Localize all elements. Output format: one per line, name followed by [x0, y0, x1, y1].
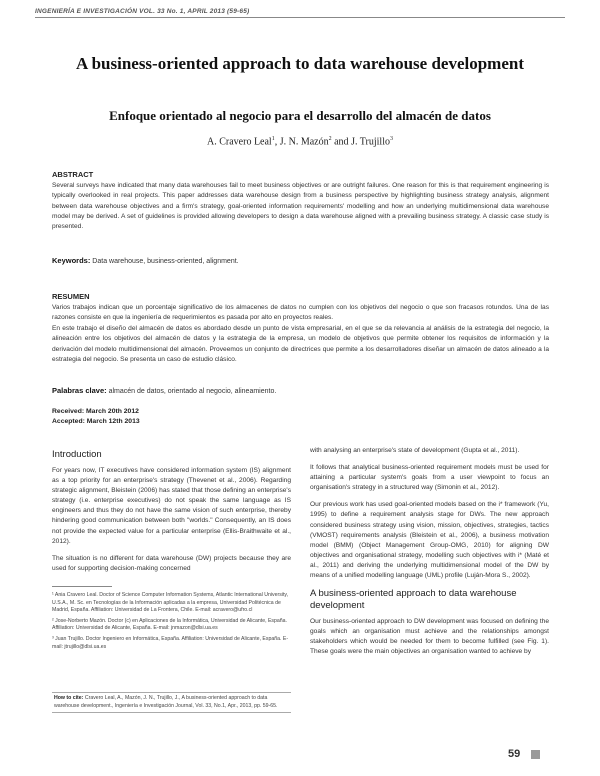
- how-to-cite-text: Cravero Leal, A., Mazón, J. N., Trujillo, J., A business-oriented approach to data warehouse development., Ingeniería e Investigación Journal, Vol. 33, No.1, Apr., 2013, pp. 59-65.: [54, 695, 278, 709]
- keywords-label: Keywords:: [52, 256, 91, 265]
- footnote-2: ² Jose-Norberto Mazón. Doctor (c) en Aplicaciones de la Informática, Universidad de Alicante, España. Affiliation: Universidad de Alicante, España. E-mail: jnmazon@dlsi.ua.es: [52, 617, 287, 632]
- paper-subtitle: Enfoque orientado al negocio para el desarrollo del almacén de datos: [109, 108, 491, 123]
- running-header: INGENIERÍA E INVESTIGACIÓN VOL. 33 No. 1, APRIL 2013 (59-65): [35, 8, 565, 18]
- page-marker-square: [531, 750, 540, 759]
- resumen-heading: RESUMEN: [52, 292, 90, 301]
- right-paragraph-0: with analysing an enterprise's state of development (Gupta et al., 2011).: [310, 447, 520, 454]
- how-to-cite-label: How to cite:: [54, 695, 84, 701]
- author-3-mark: 3: [389, 136, 393, 142]
- palabras-clave-text: almacén de datos, orientado al negocio, alineamiento.: [108, 388, 277, 395]
- footnote-3: ³ Juan Trujillo. Doctor Ingeniero en Informática, España. Affiliation: Universidad de Alicante, España. E-mail: jtrujillo@dlsi.ua.es: [52, 635, 289, 650]
- resumen-paragraph-1: Varios trabajos indican que un porcentaje significativo de los almacenes de datos no cumplen con los objetivos del negocio o que son fracasos rotundos. Una de las razones consiste en que la ingeniería de requerimientos es pasada por alto en proyectos reales.: [52, 304, 549, 322]
- intro-paragraph-1: For years now, IT executives have considered information system (IS) alignment as a top priority for an enterprise's strategy (Thevenet et al., 2006). Regarding strategic alignment, Bleistein (2006) has stated that those defining an enterprise's strategy (i.e. enterprise executives) do not speak the same language as IS engineers and thus they do not have the same vision of such enterprise, thereby hindering good communication between both "worlds." Consequently, an IS does not provide the expected value for a particular enterprise (Ellis-Braithwaite et al., 2012).: [52, 467, 291, 545]
- right-paragraph-1: It follows that analytical business-oriented requirement models must be used for attaining a particular system's goals from a user viewpoint to focus an organisation's strategy in a structured way (Simonin et al., 2012).: [310, 464, 549, 492]
- footnotes: [52, 592, 291, 654]
- resumen-keywords: [52, 386, 549, 395]
- resumen-paragraph-2: En este trabajo el diseño del almacén de datos es abordado desde un punto de vista empresarial, en el que se da relevancia al análisis de la estrategia del negocio, la alineación entre los objetivos del almacén de datos y la estrategia de la empresa, un modelo de objetivos que permite obtener los requisitos de información y la derivación del modelo multidimensional del almacén. Proveemos un conjunto de directrices que permite a los desarrolladores diseñar un almacén de datos alineado a la estrategia del negocio. Se presenta un caso de estudio clásico.: [52, 325, 549, 363]
- keywords-text: Data warehouse, business-oriented, alignment.: [92, 258, 239, 265]
- author-2: J. N. Mazón: [279, 136, 329, 148]
- received-date: Received: March 20th 2012: [52, 408, 139, 415]
- palabras-clave-label: Palabras clave:: [52, 386, 107, 395]
- submission-dates: [52, 407, 140, 426]
- right-paragraph-2: Our previous work has used goal-oriented models based on the i* framework (Yu, 1995) to define a requirement analysis stage for DWs. The new approach considered business strategy using vision, mission, objectives, strategies, tactics (VMOST) requirements analysis (Bleistein et al., 2006), a business motivation model (BMM) (Object Management Group-OMG, 2010) for aligning DW objectives and organisational strategy, modelling such objectives with i* (Maté et al., 2011) and deriving the underlying multidimensional model of the DW by means of a unified modelling language (UML) profile (Luján-Mora S., 2002).: [310, 501, 549, 580]
- abstract-heading: ABSTRACT: [52, 170, 94, 179]
- right-column: [310, 446, 549, 665]
- paper-title: A business-oriented approach to data warehouse development: [75, 54, 524, 73]
- abstract-text: Several surveys have indicated that many data warehouses fail to meet business objectives or are outright failures. One reason for this is that requirement engineering is typically overlooked in real projects. This paper addresses data warehouse design from a business perspective by highlighting business strategy analysis, alignment between data warehouse objectives and a firm's strategy, goal-oriented information requirements' modelling and how an underlying multidimensional data warehouse model may be derived. A set of guidelines is provided allowing developers to design a data warehouse aligned with a prevailing business strategy. A classic case study is presented.: [52, 182, 549, 231]
- section-heading-approach: A business-oriented approach to data warehouse development: [310, 588, 517, 612]
- author-2-mark: 2: [328, 136, 332, 142]
- author-1-mark: 1: [271, 136, 275, 142]
- page-number: 59: [508, 748, 521, 760]
- introduction-body: [52, 466, 291, 581]
- intro-paragraph-2: The situation is no different for data warehouse (DW) projects because they are used for supporting decision-making concerned: [52, 554, 291, 572]
- abstract-keywords: [52, 256, 549, 265]
- footnote-divider: [52, 586, 112, 587]
- author-1: A. Cravero Leal: [207, 136, 272, 148]
- footnote-1: ¹ Ania Cravero Leal. Doctor of Science Computer Information Systems, Atlantic International University, U.S.A., M. Sc. en Tecnologías de la Información aplicadas a la empresa, Universidad Politécnica de Madrid, España. Affiliation: Universidad de La Frontera, Chile. E-mail: acravero@ufro.cl: [52, 592, 289, 614]
- author-3: J. Trujillo: [351, 136, 390, 148]
- author-list: A. Cravero Leal$^1$, J. N. Mazón$^2$ and J. Trujillo$^3$: [207, 136, 393, 148]
- right-paragraph-3: Our business-oriented approach to DW development was focused on defining the goals which an organisation must achieve and the relationships amongst stakeholders which would be needed for them to become fulfilled (see Fig. 1). These goals were the main objectives an organisation wanted to achieve by: [310, 618, 549, 656]
- introduction-heading: Introduction: [52, 449, 102, 460]
- how-to-cite-box: [52, 692, 291, 713]
- accepted-date: Accepted: March 12th 2013: [52, 417, 140, 425]
